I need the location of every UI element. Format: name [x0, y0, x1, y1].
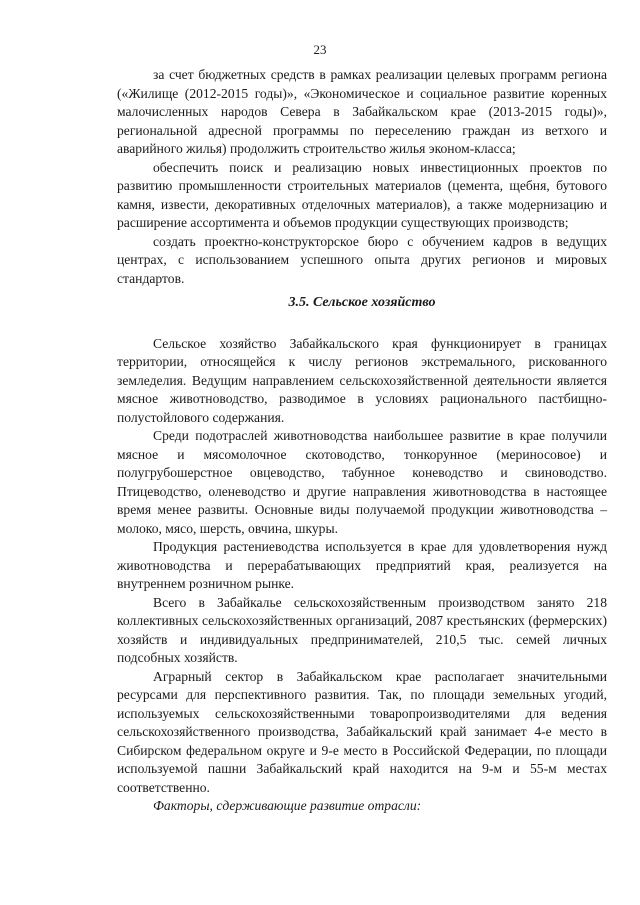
page-number: 23	[313, 42, 327, 57]
paragraph: Среди подотраслей животноводства наибольшее развитие в крае получили мясное и мясомолочное скотоводство, тонкорунное (мериносовое) и полугрубошерстное овцеводство, табунное коневодство и свиноводство. Птицеводство, оленеводство и другие направления животноводства в настоящее время менее развиты. Основные виды получаемой продукции животноводства – молоко, мясо, шерсть, овчина, шкуры.	[117, 428, 607, 536]
paragraph: обеспечить поиск и реализацию новых инвестиционных проектов по развитию промышленности строительных материалов (цемента, щебня, бутового камня, извести, декоративных отделочных материалов), а также модернизацию и расширение ассортимента и объемов продукции существующих производств;	[117, 159, 607, 230]
paragraph: Сельское хозяйство Забайкальского края функционирует в границах территории, относящейся к числу регионов экстремального, рискованного земледелия. Ведущим направлением сельскохозяйственной деятельности является мясное животноводство, разводимое в условиях рационального пастбищно-полустойлового содержания.	[117, 335, 607, 425]
page-content	[117, 66, 607, 816]
paragraph: Всего в Забайкалье сельскохозяйственным производством занято 218 коллективных сельскохозяйственных организаций, 2087 крестьянских (фермерских) хозяйств и индивидуальных предпринимателей, 210,5 тыс. семей личных подсобных хозяйств.	[117, 594, 607, 665]
factors-subheading: Факторы, сдерживающие развитие отрасли:	[153, 798, 422, 813]
paragraph: Продукция растениеводства используется в крае для удовлетворения нужд животноводства и перерабатывающих предприятий края, реализуется на внутреннем розничном рынке.	[117, 539, 607, 591]
paragraph: за счет бюджетных средств в рамках реализации целевых программ региона («Жилище (2012-2015 годы)», «Экономическое и социальное развитие коренных малочисленных народов Севера в Забайкальском крае (2013-2015 годы)», региональной адресной программы по переселению граждан из ветхого и аварийного жилья) продолжить строительство жилья эконом-класса;	[117, 67, 607, 156]
paragraph: Аграрный сектор в Забайкальском крае располагает значительными ресурсами для перспективного развития. Так, по площади земельных угодий, используемых сельскохозяйственными товаропроизводителями для ведения сельскохозяйственного производства, Забайкальский край занимает 4-е место в Сибирском федеральном округе и 9-е место в Российской Федерации, по площади используемой пашни Забайкальский край находится на 9-м и 55-м местах соответственно.	[117, 668, 607, 795]
section-heading: 3.5. Сельское хозяйство	[288, 295, 436, 310]
paragraph: создать проектно-конструкторское бюро с обучением кадров в ведущих центрах, с использованием успешного опыта других регионов и мировых стандартов.	[117, 233, 607, 286]
